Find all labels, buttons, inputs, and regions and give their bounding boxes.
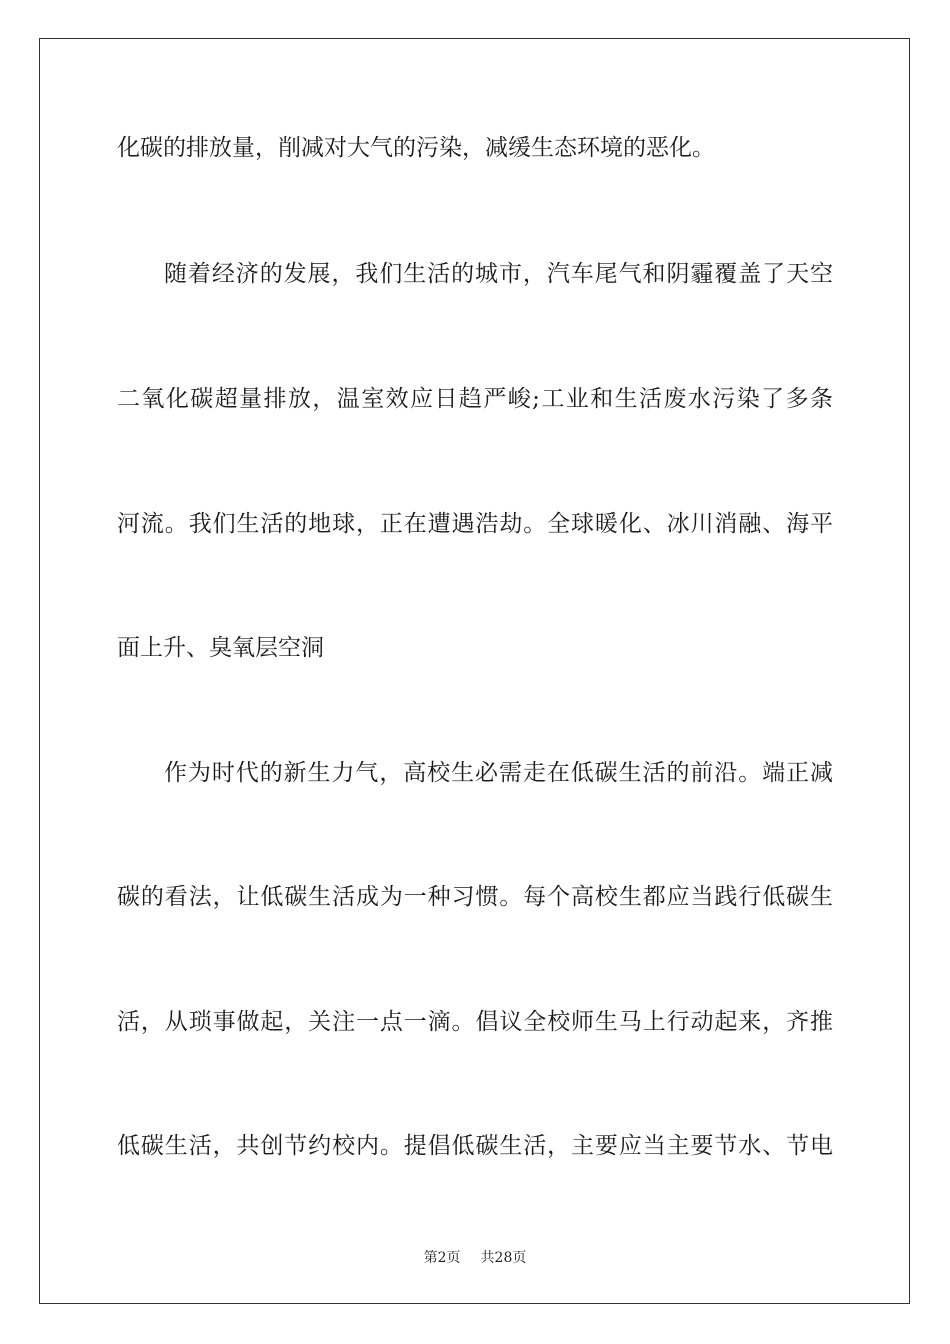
text-line: 低碳生活，共创节约校内。提倡低碳生活，主要应当主要节水、节电 <box>117 1133 833 1159</box>
page-footer <box>0 1249 950 1267</box>
text-line: 碳的看法，让低碳生活成为一种习惯。每个高校生都应当践行低碳生 <box>117 884 833 910</box>
page-number: 第2页 <box>423 1250 461 1266</box>
text-line: 二氧化碳超量排放，温室效应日趋严峻;工业和生活废水污染了多条 <box>117 386 833 412</box>
text-line: 河流。我们生活的地球，正在遭遇浩劫。全球暖化、冰川消融、海平 <box>117 511 833 537</box>
text-line: 面上升、臭氧层空洞 <box>117 635 324 661</box>
page-border <box>39 38 910 1304</box>
page-total: 共28页 <box>480 1250 527 1266</box>
paragraph-first-line: 随着经济的发展，我们生活的城市，汽车尾气和阴霾覆盖了天空 <box>164 261 833 287</box>
text-line: 化碳的排放量，削减对大气的污染，减缓生态环境的恶化。 <box>117 135 715 161</box>
paragraph-first-line: 作为时代的新生力气，高校生必需走在低碳生活的前沿。端正减 <box>164 760 833 786</box>
text-line: 活，从琐事做起，关注一点一滴。倡议全校师生马上行动起来，齐推 <box>117 1009 833 1035</box>
